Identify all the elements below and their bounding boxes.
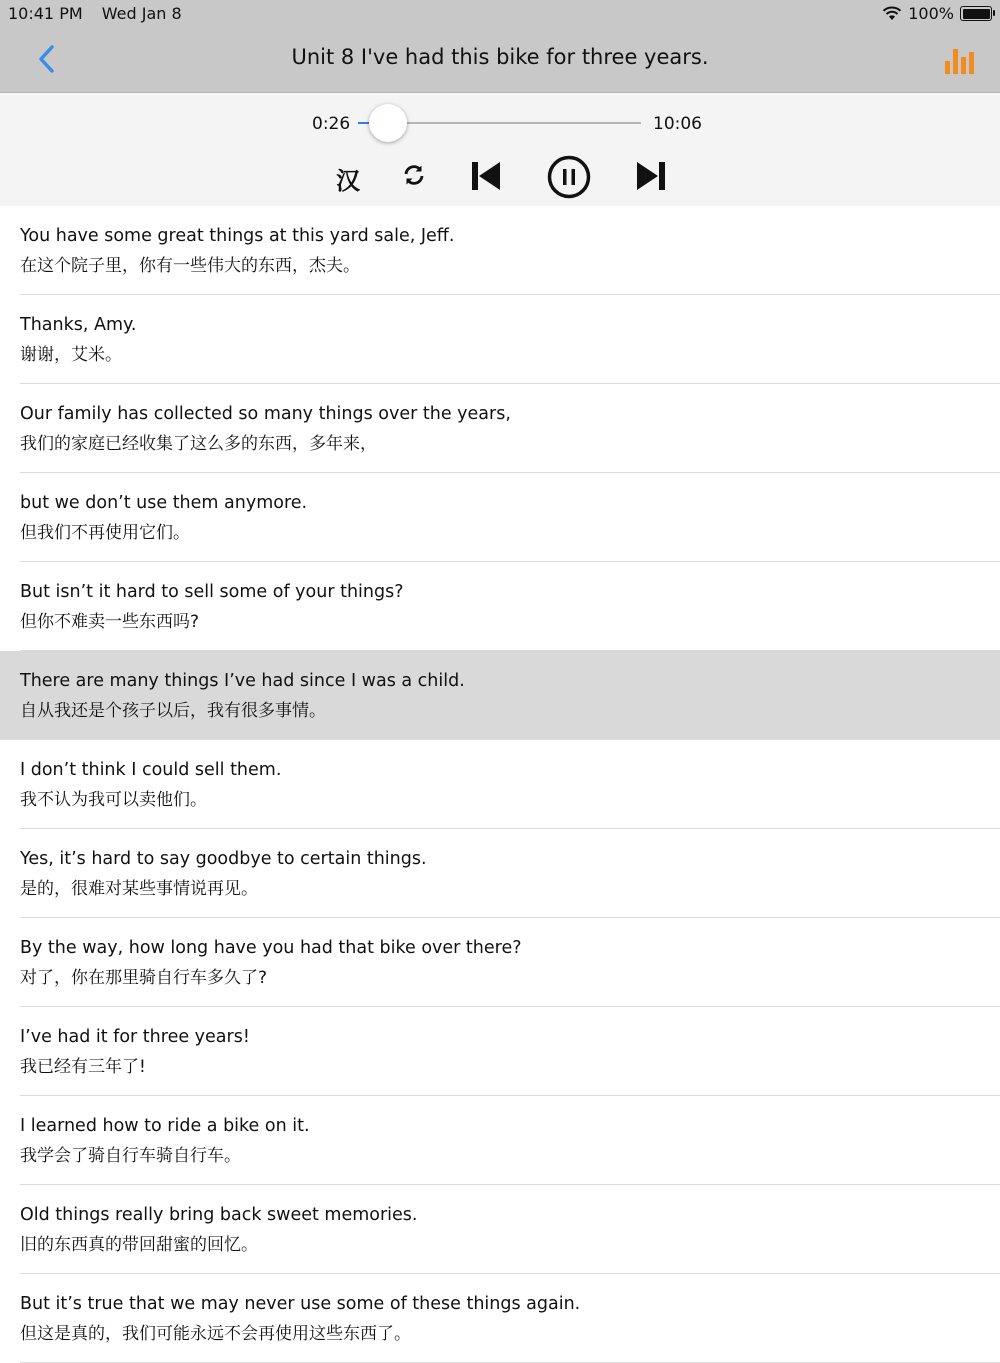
- sentence-row[interactable]: [20, 1007, 1000, 1096]
- navigation-bar: [0, 26, 1000, 93]
- status-time: 10:41 PM: [8, 4, 83, 23]
- status-bar: [0, 0, 1000, 26]
- sentence-chinese: 我不认为我可以卖他们。: [20, 790, 207, 810]
- sentence-row[interactable]: [20, 1096, 1000, 1185]
- pause-icon[interactable]: [547, 155, 591, 199]
- page-title: Unit 8 I've had this bike for three years.: [291, 45, 709, 69]
- sentence-chinese: 对了，你在那里骑自行车多久了?: [20, 968, 268, 988]
- skip-back-icon[interactable]: [471, 161, 501, 191]
- sentence-chinese: 谢谢，艾米。: [20, 345, 122, 365]
- sentence-english: By the way, how long have you had that bike over there?: [20, 938, 522, 958]
- sentence-row[interactable]: [20, 562, 1000, 651]
- battery-percent: 100%: [908, 4, 954, 23]
- sentence-english: Yes, it’s hard to say goodbye to certain things.: [20, 849, 427, 869]
- bar-chart-icon[interactable]: [944, 45, 976, 75]
- slider-thumb[interactable]: [369, 104, 407, 142]
- sentence-english: Thanks, Amy.: [20, 315, 137, 335]
- sentence-chinese: 我学会了骑自行车骑自行车。: [20, 1146, 241, 1166]
- sentence-english: Old things really bring back sweet memories.: [20, 1205, 418, 1225]
- translation-toggle-button[interactable]: 汉: [336, 167, 360, 195]
- sentence-english: Our family has collected so many things over the years,: [20, 404, 511, 424]
- sentence-row[interactable]: [20, 473, 1000, 562]
- sentence-english: I’ve had it for three years!: [20, 1027, 250, 1047]
- sentence-row[interactable]: [20, 740, 1000, 829]
- sentence-row[interactable]: [20, 206, 1000, 295]
- current-time: 0:26: [312, 114, 351, 134]
- audio-player: [0, 93, 1000, 206]
- sentence-row[interactable]: [20, 918, 1000, 1007]
- sentence-row[interactable]: [20, 829, 1000, 918]
- sentence-chinese: 我们的家庭已经收集了这么多的东西，多年来，: [20, 434, 377, 454]
- sentence-english: There are many things I’ve had since I was a child.: [20, 671, 465, 691]
- sentence-row-active[interactable]: [0, 651, 1000, 740]
- sentence-row[interactable]: [20, 384, 1000, 473]
- sentence-english: but we don’t use them anymore.: [20, 493, 308, 513]
- sentence-english: But it’s true that we may never use some of these things again.: [20, 1294, 581, 1314]
- skip-forward-icon[interactable]: [636, 161, 666, 191]
- total-time: 10:06: [653, 114, 702, 134]
- sentence-english: You have some great things at this yard sale, Jeff.: [20, 226, 455, 246]
- sentence-english: But isn’t it hard to sell some of your things?: [20, 582, 404, 602]
- sentence-chinese: 是的，很难对某些事情说再见。: [20, 879, 258, 899]
- repeat-icon[interactable]: [402, 163, 426, 187]
- wifi-icon: [882, 6, 902, 21]
- sentence-chinese: 旧的东西真的带回甜蜜的回忆。: [20, 1235, 258, 1255]
- sentence-row[interactable]: [20, 1185, 1000, 1274]
- status-date: Wed Jan 8: [101, 4, 182, 23]
- sentence-english: I don’t think I could sell them.: [20, 760, 282, 780]
- sentence-chinese: 在这个院子里，你有一些伟大的东西，杰夫。: [20, 256, 360, 276]
- sentence-chinese: 但这是真的，我们可能永远不会再使用这些东西了。: [20, 1324, 411, 1344]
- sentence-english: I learned how to ride a bike on it.: [20, 1116, 310, 1136]
- sentence-chinese: 我已经有三年了!: [20, 1057, 146, 1077]
- sentence-chinese: 但你不难卖一些东西吗?: [20, 612, 200, 632]
- sentence-list: [0, 206, 1000, 1363]
- sentence-row[interactable]: [20, 295, 1000, 384]
- sentence-chinese: 但我们不再使用它们。: [20, 523, 190, 543]
- battery-icon: [960, 6, 992, 21]
- sentence-row[interactable]: [20, 1274, 1000, 1363]
- sentence-chinese: 自从我还是个孩子以后，我有很多事情。: [20, 701, 326, 721]
